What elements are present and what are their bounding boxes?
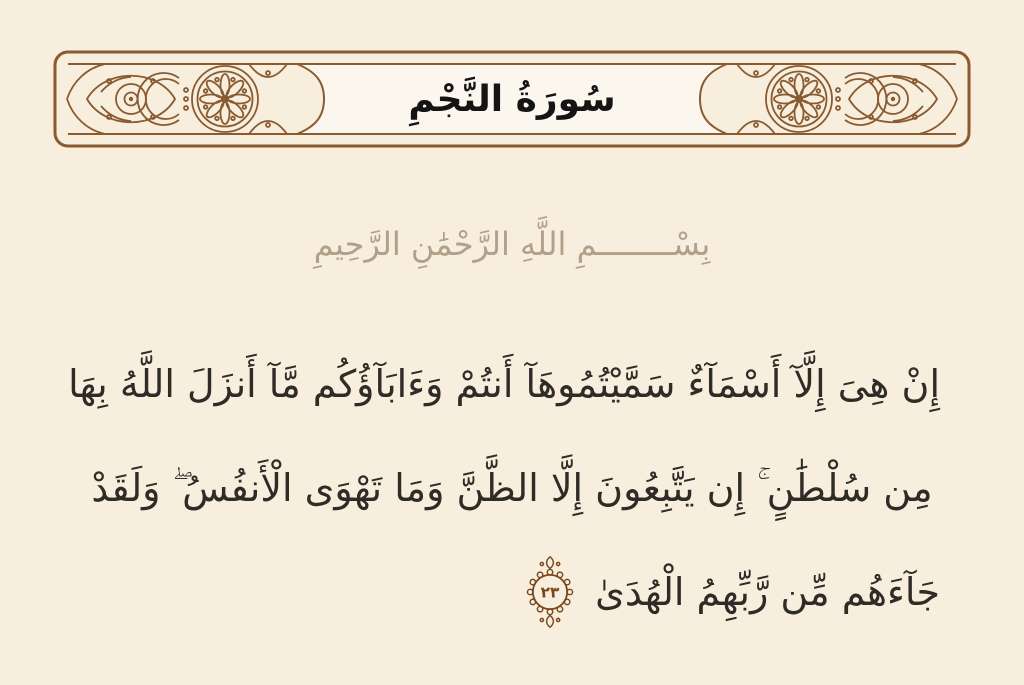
surah-header-banner — [53, 50, 971, 148]
verse-line-3-text: جَآءَهُم مِّن رَّبِّهِمُ الْهُدَىٰ — [595, 570, 940, 614]
verse-line-2: مِن سُلْطَٰنٍ ۚ إِن يَتَّبِعُونَ إِلَّا الظَّنَّ وَمَا تَهْوَى الْأَنفُسُ ۖ وَلَقَدْ — [91, 466, 933, 510]
verse-23-block — [68, 332, 940, 644]
surah-title: سُورَةُ النَّجْمِ — [408, 78, 616, 120]
verse-line-3 — [84, 540, 940, 644]
verse-number-rosette-icon — [521, 555, 579, 629]
verse-line-1: إِنْ هِىَ إِلَّآ أَسْمَآءٌ سَمَّيْتُمُوهَآ أَنتُمْ وَءَابَآؤُكُم مَّآ أَنزَلَ اللَّهُ بِهَا — [68, 362, 940, 406]
verse-number: ٢٣ — [540, 583, 560, 602]
bismillah-text: بِسْــــــــمِ اللَّهِ الرَّحْمَٰنِ الرَّحِيمِ — [313, 224, 711, 263]
